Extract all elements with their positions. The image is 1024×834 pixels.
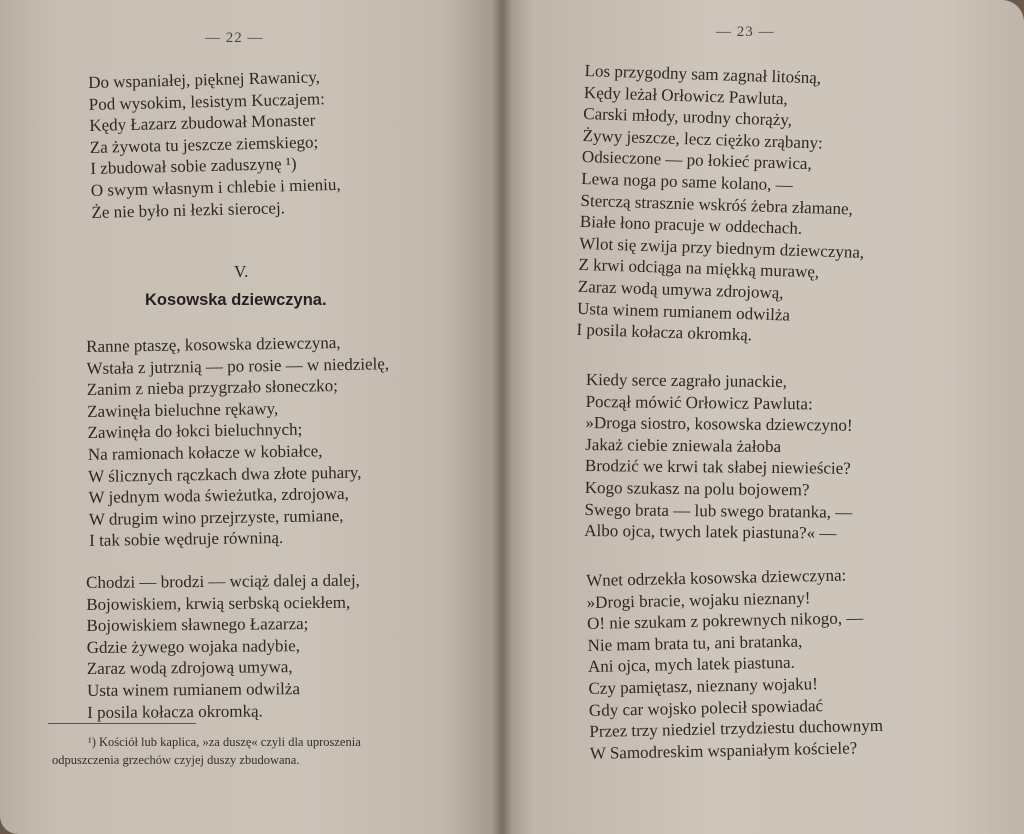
verse-line: Odsieczone — po łokieć prawica, — [581, 147, 813, 174]
stanza-intro — [88, 66, 341, 223]
verse-line: Z krwi odciąga na miękką murawę, — [578, 255, 820, 282]
verse-line: W ślicznych rączkach dwa złote puhary, — [88, 462, 362, 486]
verse-line: I posila kołacza okromką. — [576, 319, 753, 345]
verse-line: Wstała z jutrznią — po rosie — w niedzielę, — [86, 353, 390, 378]
footnote-divider — [48, 723, 196, 724]
verse-line: Kogo szukasz na polu bojowem? — [584, 477, 810, 500]
page-number-right: — 23 — — [716, 24, 775, 40]
verse-line: Jakaż ciebie zniewala żałoba — [585, 434, 782, 456]
stanza-3-right — [586, 564, 884, 764]
page-number-left: — 22 — — [205, 30, 264, 46]
verse-line: Czy pamiętasz, nieznany wojaku! — [588, 674, 819, 698]
verse-line: Usta winem rumianem odwilża — [576, 298, 791, 325]
verse-line: Kędy leżał Orłowicz Pawluta, — [583, 82, 789, 108]
verse-line: Usta winem rumianem odwilża — [86, 679, 301, 700]
verse-line: »Drogi bracie, wojaku nieznany! — [586, 587, 811, 612]
verse-line: Zanim z nieba przygrzało słoneczko; — [86, 376, 339, 400]
verse-line: Zaraz wodą umywa zdrojową, — [577, 276, 784, 303]
verse-line: Wlot się zwija przy biednym dziewczyna, — [578, 233, 865, 262]
verse-line: O! nie szukam z pokrewnych nikogo, — — [586, 608, 864, 634]
verse-line: Gdy car wojsko polecił spowiadać — [588, 695, 824, 720]
verse-line: W jednym woda świeżutka, zdrojowa, — [88, 484, 349, 508]
verse-line: Bojowiskiem sławnego Łazarza; — [86, 614, 309, 636]
footnote-line: ¹) Kościół lub kaplica, »za duszę« czyli dla uproszenia — [88, 735, 361, 749]
verse-line: Nie mam brata tu, ani bratanka, — [587, 631, 803, 655]
verse-line: Los przygodny sam zagnał litośną, — [584, 60, 822, 88]
verse-line: Kiedy serce zagrało junackie, — [585, 369, 788, 392]
verse-line: Brodzić we krwi tak słabej niewieście? — [584, 456, 851, 479]
footnote-line: odpuszczenia grzechów czyjej duszy zbudowana. — [52, 753, 300, 767]
section-number: V. — [234, 262, 249, 281]
verse-line: Na ramionach kołacze w kobiałce, — [87, 441, 323, 464]
verse-line: Począł mówić Orłowicz Pawluta: — [585, 391, 813, 413]
verse-line: Zaraz wodą zdrojową umywa, — [86, 657, 293, 679]
verse-line: Bojowiskiem, krwią serbską ociekłem, — [86, 592, 351, 614]
stanza-1-left — [86, 331, 392, 552]
stanza-2-right — [584, 369, 853, 545]
verse-line: Chodzi — brodzi — wciąż dalej a dalej, — [86, 570, 360, 592]
stanza-1-right — [576, 60, 870, 350]
verse-line: Że nie było ni łezki sierocej. — [91, 197, 286, 222]
verse-line: Swego brata — lub swego bratanka, — — [584, 499, 853, 522]
verse-line: Białe łono pracuje w oddechach. — [579, 212, 803, 239]
verse-line: Za żywota tu jeszcze ziemskiego; — [89, 132, 319, 157]
stanza-2-left — [86, 570, 361, 724]
verse-line: Pod wysokim, lesistym Kuczajem: — [88, 88, 326, 114]
verse-line: W Samodreskim wspaniałym kościele? — [589, 738, 858, 763]
verse-line: »Droga siostro, kosowska dziewczyno! — [585, 413, 853, 435]
verse-line: Zawinęła bieluchne rękawy, — [87, 398, 279, 421]
book-gutter — [492, 0, 512, 834]
poem-title: Kosowska dziewczyna. — [145, 291, 327, 309]
verse-line: Przez trzy niedziel trzydziestu duchownym — [589, 715, 884, 742]
verse-line: Gdzie żywego wojaka nadybie, — [86, 635, 301, 657]
verse-line: I posila kołacza okromką. — [87, 701, 263, 722]
verse-line: Żywy jeszcze, lecz ciężko zrąbany: — [582, 125, 824, 153]
verse-line: Wnet odrzekła kosowska dziewczyna: — [586, 565, 847, 590]
verse-line: Kędy Łazarz zbudował Monaster — [89, 110, 316, 136]
verse-line: O swym własnym i chlebie i mieniu, — [90, 174, 341, 200]
right-page — [502, 0, 1024, 834]
verse-line: Do wspaniałej, pięknej Rawanicy, — [88, 67, 321, 92]
verse-line: Zawinęła do łokci bieluchnych; — [87, 419, 303, 443]
verse-line: Lewa noga po same kolano, — — [580, 168, 793, 195]
verse-line: W drugim wino przejrzyste, rumiane, — [88, 505, 344, 529]
footnote — [52, 733, 361, 769]
left-page — [0, 0, 502, 834]
verse-line: Ranne ptaszę, kosowska dziewczyna, — [86, 333, 341, 356]
verse-line: I zbudował sobie zaduszynę ¹) — [90, 154, 297, 179]
verse-line: Ani ojca, mych latek piastuna. — [587, 653, 795, 677]
verse-line: Albo ojca, twych latek piastuna?« — — [584, 521, 837, 543]
verse-line: I tak sobie wędruje równiną. — [89, 528, 284, 551]
verse-line: Sterczą strasznie wskróś żebra złamane, — [580, 190, 854, 219]
verse-line: Carski młody, urodny chorąży, — [583, 104, 793, 130]
